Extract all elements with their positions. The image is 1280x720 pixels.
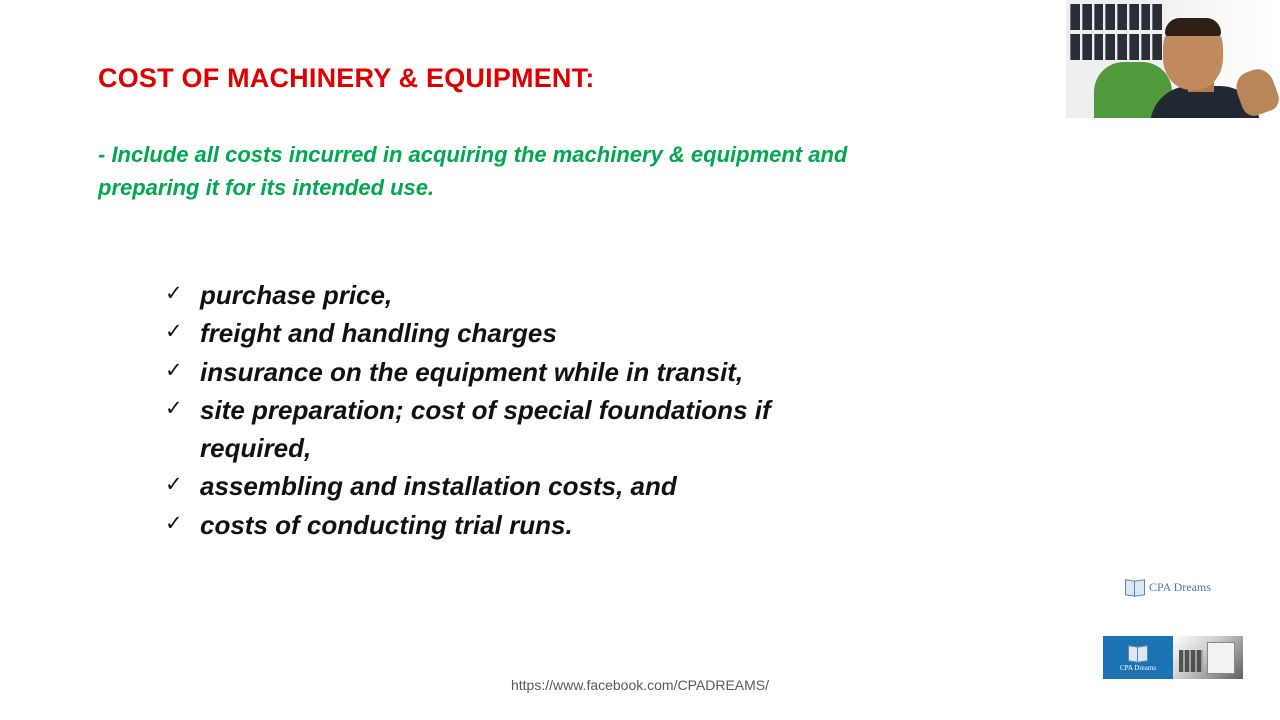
list-item bbox=[165, 276, 865, 314]
check-mark-icon: ✓ bbox=[165, 395, 183, 420]
cpa-dreams-logo-banner bbox=[1103, 636, 1243, 679]
logo-name: CPA Dreams bbox=[1149, 580, 1211, 594]
book-icon bbox=[1128, 644, 1148, 662]
list-item bbox=[165, 353, 865, 391]
check-mark-icon: ✓ bbox=[165, 472, 183, 497]
logo-name: CPA Dreams bbox=[1119, 663, 1157, 672]
bullet-text: assembling and installation costs, and bbox=[200, 471, 677, 502]
check-mark-icon: ✓ bbox=[165, 281, 183, 305]
book-icon bbox=[1125, 578, 1145, 596]
footer-url: https://www.facebook.com/CPADREAMS/ bbox=[510, 677, 770, 693]
binder-row bbox=[1070, 34, 1162, 60]
calculator-image bbox=[1179, 650, 1203, 672]
webcam-overlay bbox=[1066, 0, 1280, 118]
bullet-text: site preparation; cost of special foundations if required, bbox=[200, 394, 771, 464]
slide-subtitle: - Include all costs incurred in acquiring the machinery & equipment and preparing it for its intended use. bbox=[98, 142, 848, 200]
cpa-dreams-logo-small bbox=[1125, 576, 1225, 598]
bullet-list bbox=[165, 276, 865, 544]
list-item bbox=[165, 391, 865, 468]
bullet-text: purchase price, bbox=[200, 280, 393, 310]
check-mark-icon: ✓ bbox=[165, 510, 183, 535]
document-image bbox=[1207, 642, 1235, 674]
check-mark-icon: ✓ bbox=[165, 319, 183, 344]
binder-row bbox=[1070, 4, 1162, 30]
list-item bbox=[165, 467, 865, 505]
list-item bbox=[165, 506, 865, 544]
presenter-hair bbox=[1165, 18, 1221, 36]
bullet-text: freight and handling charges bbox=[200, 318, 557, 349]
slide-title: COST OF MACHINERY & EQUIPMENT: bbox=[98, 63, 595, 93]
bullet-text: costs of conducting trial runs. bbox=[200, 509, 573, 540]
check-mark-icon: ✓ bbox=[165, 357, 183, 382]
logo-photo bbox=[1173, 636, 1243, 679]
list-item bbox=[165, 314, 865, 352]
logo-blue-panel bbox=[1103, 636, 1173, 679]
bullet-text: insurance on the equipment while in transit, bbox=[200, 356, 744, 387]
